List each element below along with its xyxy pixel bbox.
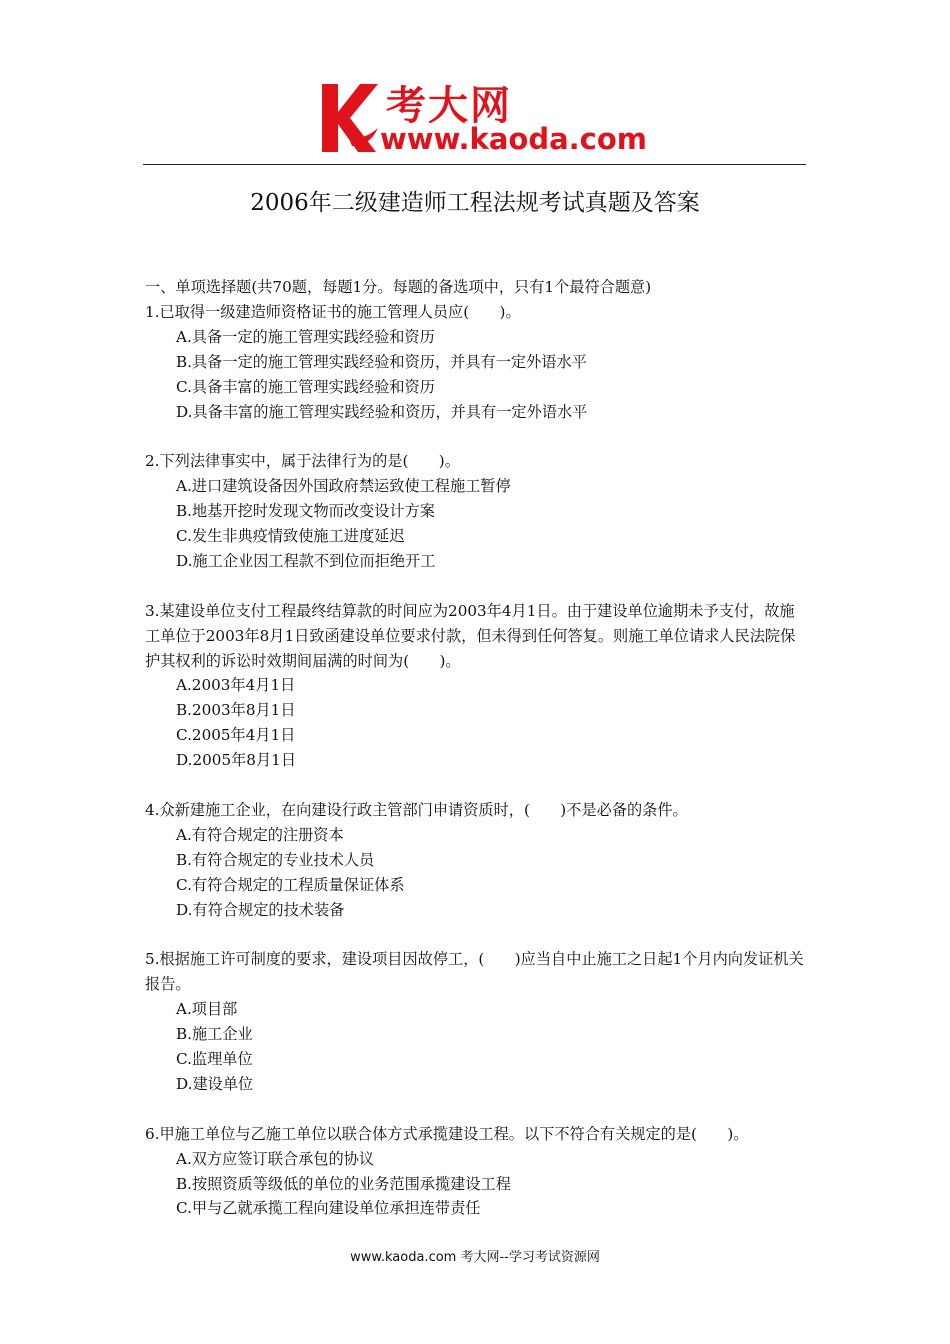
page-footer: www.kaoda.com 考大网--学习考试资源网 (350, 1250, 600, 1265)
option-a: A.进口建筑设备因外国政府禁运致使工程施工暂停 (176, 477, 511, 496)
page-title: 2006年二级建造师工程法规考试真题及答案 (250, 190, 700, 216)
logo-chinese-text: 考大网 (386, 83, 512, 129)
option-d: D.有符合规定的技术装备 (176, 900, 345, 919)
question-6 (145, 1122, 808, 1222)
option-a: A.有符合规定的注册资本 (176, 825, 344, 844)
option-b: B.按照资质等级低的单位的业务范围承揽建设工程 (176, 1174, 511, 1193)
option-c: C.监理单位 (176, 1050, 253, 1069)
option-b: B.具备一定的施工管理实践经验和资历，并具有一定外语水平 (176, 352, 587, 371)
option-c: C.有符合规定的工程质量保证体系 (176, 875, 405, 894)
section-heading: 一、单项选择题(共70题，每题1分。每题的备选项中，只有1个最符合题意) (145, 278, 652, 296)
option-c: C.2005年4月1日 (176, 726, 296, 745)
question-stem: 2.下列法律事实中，属于法律行为的是( )。 (145, 452, 460, 471)
option-c: C.发生非典疫情致使施工进度延迟 (176, 527, 405, 546)
option-d: D.具备丰富的施工管理实践经验和资历，并具有一定外语水平 (176, 402, 588, 421)
header-divider (143, 164, 806, 165)
question-stem: 6.甲施工单位与乙施工单位以联合体方式承揽建设工程。以下不符合有关规定的是( )。 (145, 1124, 749, 1143)
question-4 (145, 798, 808, 923)
option-a: A.具备一定的施工管理实践经验和资历 (176, 327, 435, 346)
option-b: B.2003年8月1日 (176, 701, 296, 720)
option-b: B.有符合规定的专业技术人员 (176, 850, 375, 869)
k-logo-icon (318, 80, 380, 156)
question-1 (145, 300, 808, 425)
option-b: B.施工企业 (176, 1025, 253, 1044)
question-5 (145, 947, 808, 1096)
question-3 (145, 599, 808, 773)
question-stem: 1.已取得一级建造师资格证书的施工管理人员应( )。 (145, 302, 521, 321)
option-a: A.双方应签订联合承包的协议 (176, 1149, 375, 1168)
option-d: D.施工企业因工程款不到位而拒绝开工 (176, 551, 436, 570)
option-c: C.具备丰富的施工管理实践经验和资历 (176, 377, 435, 396)
question-list (145, 275, 808, 1221)
question-stem: 4.众新建施工企业，在向建设行政主管部门申请资质时，( )不是必备的条件。 (145, 800, 688, 819)
option-d: D.建设单位 (176, 1074, 254, 1093)
kaoda-logo (318, 80, 647, 156)
option-d: D.2005年8月1日 (176, 751, 297, 770)
question-stem: 5.根据施工许可制度的要求，建设项目因故停工，( )应当自中止施工之日起1个月内向发证机关报告。 (145, 950, 804, 994)
option-a: A.项目部 (176, 1000, 238, 1019)
question-stem: 3.某建设单位支付工程最终结算款的时间应为2003年4月1日。由于建设单位逾期未予支付，故施工单位于2003年8月1日致函建设单位要求付款，但未得到任何答复。则施工单位请求人民法院保护其权利的诉讼时效期间届满的时间为( )。 (145, 601, 796, 670)
question-2 (145, 449, 808, 574)
logo-url-text: www.kaoda.com (380, 122, 647, 156)
option-b: B.地基开挖时发现文物而改变设计方案 (176, 502, 435, 521)
option-a: A.2003年4月1日 (176, 676, 296, 695)
option-c: C.甲与乙就承揽工程向建设单位承担连带责任 (176, 1199, 481, 1218)
